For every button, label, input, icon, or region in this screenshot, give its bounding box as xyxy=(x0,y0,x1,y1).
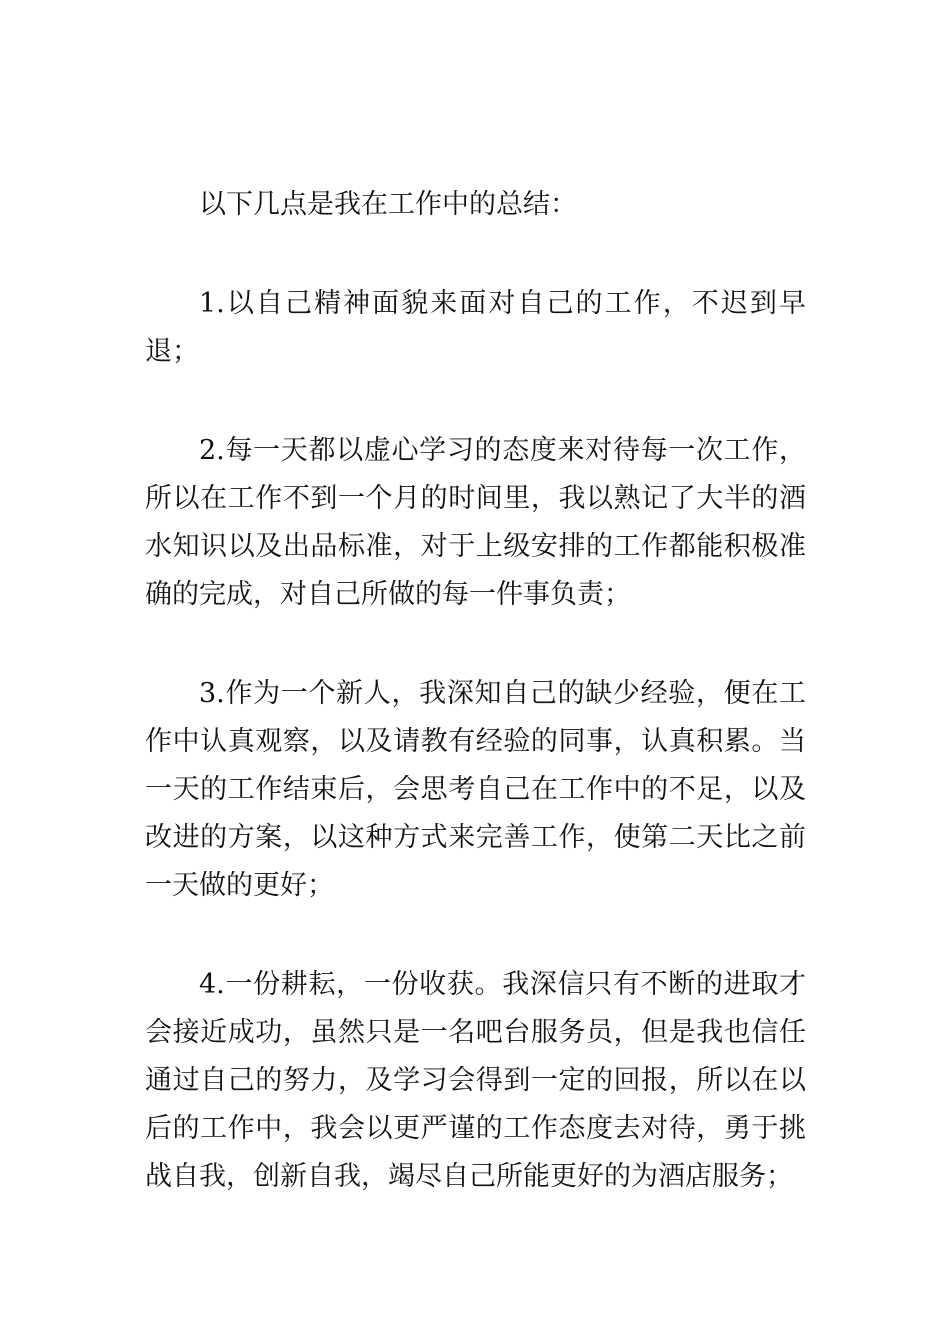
intro-paragraph: 以下几点是我在工作中的总结： xyxy=(199,189,577,220)
item-paragraph-1: 1.以自己精神面貌来面对自己的工作，不迟到早退； xyxy=(145,288,806,367)
item-paragraph-3: 3.作为一个新人，我深知自己的缺少经验，便在工作中认真观察，以及请教有经验的同事，认真积累。当一天的工作结束后，会思考自己在工作中的不足，以及改进的方案，以这种方式来完善工作，使第二天比之前一天做的更好； xyxy=(145,678,806,901)
document-body xyxy=(145,181,806,1201)
item-paragraph-2: 2.每一天都以虚心学习的态度来对待每一次工作，所以在工作不到一个月的时间里，我以熟记了大半的酒水知识以及出品标准，对于上级安排的工作都能积极准确的完成，对自己所做的每一件事负责； xyxy=(145,435,806,610)
item-paragraph-4: 4.一份耕耘，一份收获。我深信只有不断的进取才会接近成功，虽然只是一名吧台服务员，但是我也信任通过自己的努力，及学习会得到一定的回报，所以在以后的工作中，我会以更严谨的工作态度去对待，勇于挑战自我，创新自我，竭尽自己所能更好的为酒店服务； xyxy=(145,969,806,1192)
